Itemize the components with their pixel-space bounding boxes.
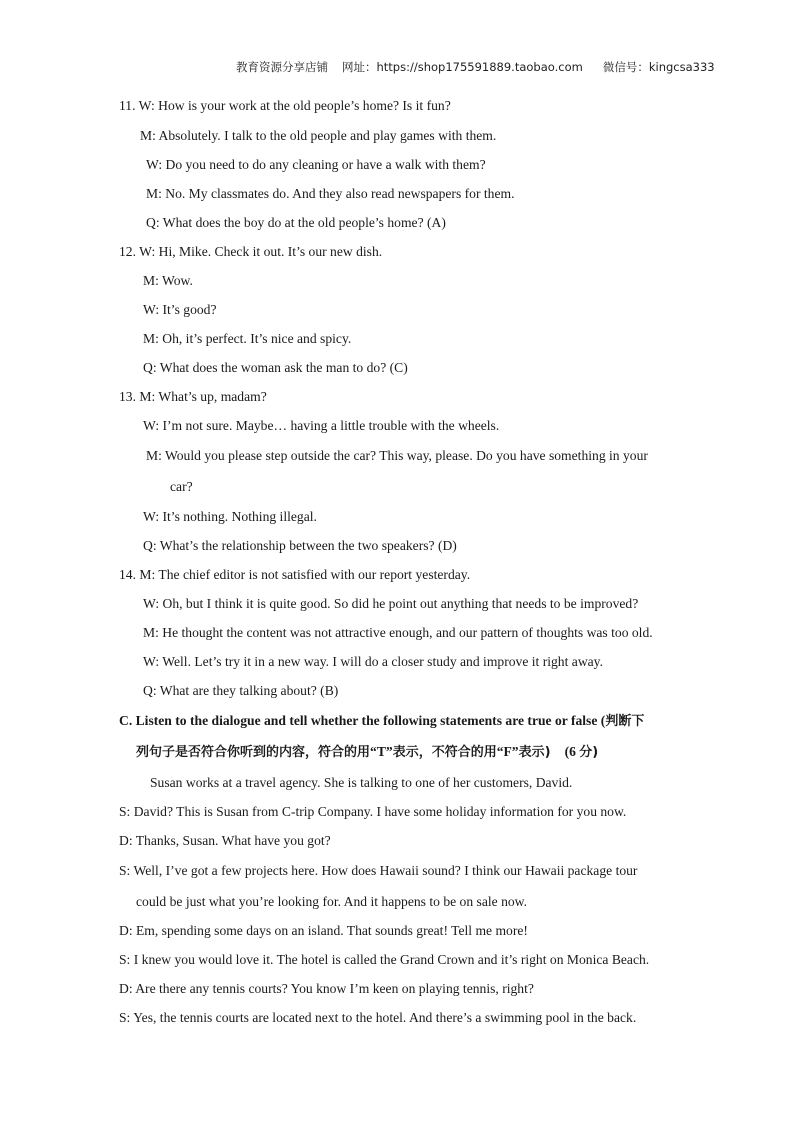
dialogue-line-s2: S: Well, I’ve got a few projects here. How does Hawaii sound? I think our Hawaii package tour [119, 863, 638, 878]
url-label: 网址： [342, 60, 377, 74]
question-14: Q: What are they talking about? (B) [143, 683, 339, 698]
dialogue-line-s3: S: I knew you would love it. The hotel is called the Grand Crown and it’s right on Monica Beach. [119, 952, 650, 967]
dialogue-line-s4: S: Yes, the tennis courts are located next to the hotel. And there’s a swimming pool in the back. [119, 1010, 637, 1025]
section-c-title-en: C. Listen to the dialogue and tell whether the following statements are true or false ( [119, 713, 606, 728]
section-c-title-cn1: 判断下 [605, 714, 645, 729]
dialogue-line-11-m2: M: No. My classmates do. And they also read newspapers for them. [146, 186, 515, 201]
section-c-title [119, 711, 644, 732]
dialogue-line-14-m: 14. M: The chief editor is not satisfied with our report yesterday. [119, 567, 471, 582]
dialogue-line-d1: D: Thanks, Susan. What have you got? [119, 833, 331, 848]
dialogue-line-12-w: 12. W: Hi, Mike. Check it out. It’s our new dish. [119, 244, 383, 259]
dialogue-line-13-m2: M: Would you please step outside the car? This way, please. Do you have something in your [146, 448, 648, 463]
dialogue-line-d3: D: Are there any tennis courts? You know I’m keen on playing tennis, right? [119, 981, 534, 996]
question-12: Q: What does the woman ask the man to do? (C) [143, 360, 408, 375]
wechat-label: 微信号： [602, 60, 649, 74]
section-c-title-line2: 列句子是否符合你听到的内容，符合的用“T”表示，不符合的用“F”表示) (6 分) [136, 744, 599, 760]
dialogue-line-13-w: W: I’m not sure. Maybe… having a little trouble with the wheels. [143, 418, 500, 433]
dialogue-line-14-m2: M: He thought the content was not attractive enough, and our pattern of thoughts was too old. [143, 625, 653, 640]
dialogue-line-11-w2: W: Do you need to do any cleaning or have a walk with them? [146, 157, 486, 172]
dialogue-line-13-m2-cont: car? [170, 479, 193, 494]
shop-name: 教育资源分享店铺 [236, 60, 328, 74]
question-13: Q: What’s the relationship between the two speakers? (D) [143, 538, 457, 553]
wechat-id: kingcsa333 [648, 60, 715, 74]
dialogue-line-12-w2: W: It’s good? [143, 302, 217, 317]
dialogue-line-13-m: 13. M: What’s up, madam? [119, 389, 267, 404]
dialogue-line-11-w: 11. W: How is your work at the old people’s home? Is it fun? [119, 98, 451, 113]
dialogue-line-12-m: M: Wow. [143, 273, 193, 288]
dialogue-line-14-w2: W: Well. Let’s try it in a new way. I will do a closer study and improve it right away. [143, 654, 603, 669]
dialogue-intro: Susan works at a travel agency. She is talking to one of her customers, David. [150, 775, 573, 790]
dialogue-line-s1: S: David? This is Susan from C-trip Company. I have some holiday information for you now. [119, 804, 627, 819]
page-header [236, 59, 715, 75]
shop-url[interactable]: https://shop175591889.taobao.com [376, 60, 583, 74]
dialogue-line-12-m2: M: Oh, it’s perfect. It’s nice and spicy. [143, 331, 352, 346]
dialogue-line-14-w: W: Oh, but I think it is quite good. So did he point out anything that needs to be improved? [143, 596, 639, 611]
dialogue-line-d2: D: Em, spending some days on an island. That sounds great! Tell me more! [119, 923, 528, 938]
question-11: Q: What does the boy do at the old people’s home? (A) [146, 215, 446, 230]
dialogue-line-13-w2: W: It’s nothing. Nothing illegal. [143, 509, 317, 524]
dialogue-line-s2-cont: could be just what you’re looking for. And it happens to be on sale now. [136, 894, 528, 909]
dialogue-line-11-m: M: Absolutely. I talk to the old people and play games with them. [140, 128, 497, 143]
